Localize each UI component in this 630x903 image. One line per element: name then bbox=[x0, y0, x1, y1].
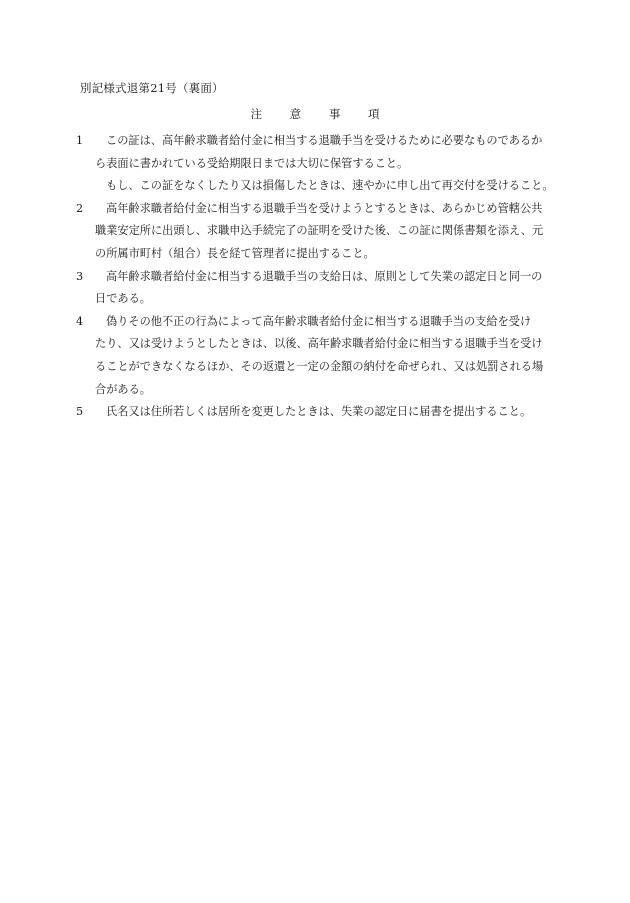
note-body bbox=[95, 198, 556, 266]
note-line: 日である。 bbox=[95, 292, 151, 306]
note-line: の所属市町村（組合）長を経て管理者に提出すること。 bbox=[95, 246, 375, 260]
note-item-4 bbox=[76, 311, 556, 401]
note-number: 1 bbox=[76, 134, 84, 147]
note-body bbox=[95, 130, 556, 175]
note-line: 高年齢求職者給付金に相当する退職手当を受けようとするときは、あらかじめ管轄公共 bbox=[106, 201, 543, 215]
note-line: この証は、高年齢求職者給付金に相当する退職手当を受けるために必要なものであるか bbox=[106, 134, 543, 147]
notes-list bbox=[76, 130, 556, 424]
note-body bbox=[95, 311, 556, 401]
note-number: 5 bbox=[76, 405, 84, 419]
note-line: 氏名又は住所若しくは居所を変更したときは、失業の認定日に届書を提出すること。 bbox=[106, 405, 532, 419]
title-char: 注 bbox=[250, 107, 263, 121]
note-body bbox=[95, 401, 556, 424]
note-line: ることができなくなるほか、その返還と一定の金額の納付を命ぜられ、又は処罰される場 bbox=[95, 359, 544, 373]
form-identifier: 別記様式退第21号（裏面） bbox=[80, 81, 224, 95]
note-line: 職業安定所に出頭し、求職申込手続完了の証明を受けた後、この証に関係書類を添え、元 bbox=[95, 224, 544, 238]
note-line: 偽りその他不正の行為によって高年齢求職者給付金に相当する退職手当の支給を受け bbox=[106, 314, 532, 328]
note-body bbox=[95, 266, 556, 311]
note-item-1-sub bbox=[76, 175, 556, 198]
title-char: 事 bbox=[328, 107, 341, 121]
note-number: 4 bbox=[76, 314, 84, 328]
page-title bbox=[0, 106, 630, 122]
note-item-2 bbox=[76, 198, 556, 266]
note-item-5 bbox=[76, 401, 556, 424]
title-char: 意 bbox=[289, 107, 302, 121]
note-line: 合がある。 bbox=[95, 382, 151, 396]
note-line: ら表面に書かれている受給期限日までは大切に保管すること。 bbox=[95, 156, 409, 170]
note-line: たり、又は受けようとしたときは、以後、高年齢求職者給付金に相当する退職手当を受け bbox=[95, 337, 543, 351]
note-line: 高年齢求職者給付金に相当する退職手当の支給日は、原則として失業の認定日と同一の bbox=[106, 269, 543, 283]
title-char: 項 bbox=[367, 107, 380, 121]
note-number: 3 bbox=[76, 269, 84, 283]
note-item-1 bbox=[76, 130, 556, 175]
note-item-3 bbox=[76, 266, 556, 311]
note-line: もし、この証をなくしたり又は損傷したときは、速やかに申し出て再交付を受けること。 bbox=[106, 179, 554, 193]
note-number: 2 bbox=[76, 201, 84, 215]
note-body bbox=[95, 175, 556, 198]
